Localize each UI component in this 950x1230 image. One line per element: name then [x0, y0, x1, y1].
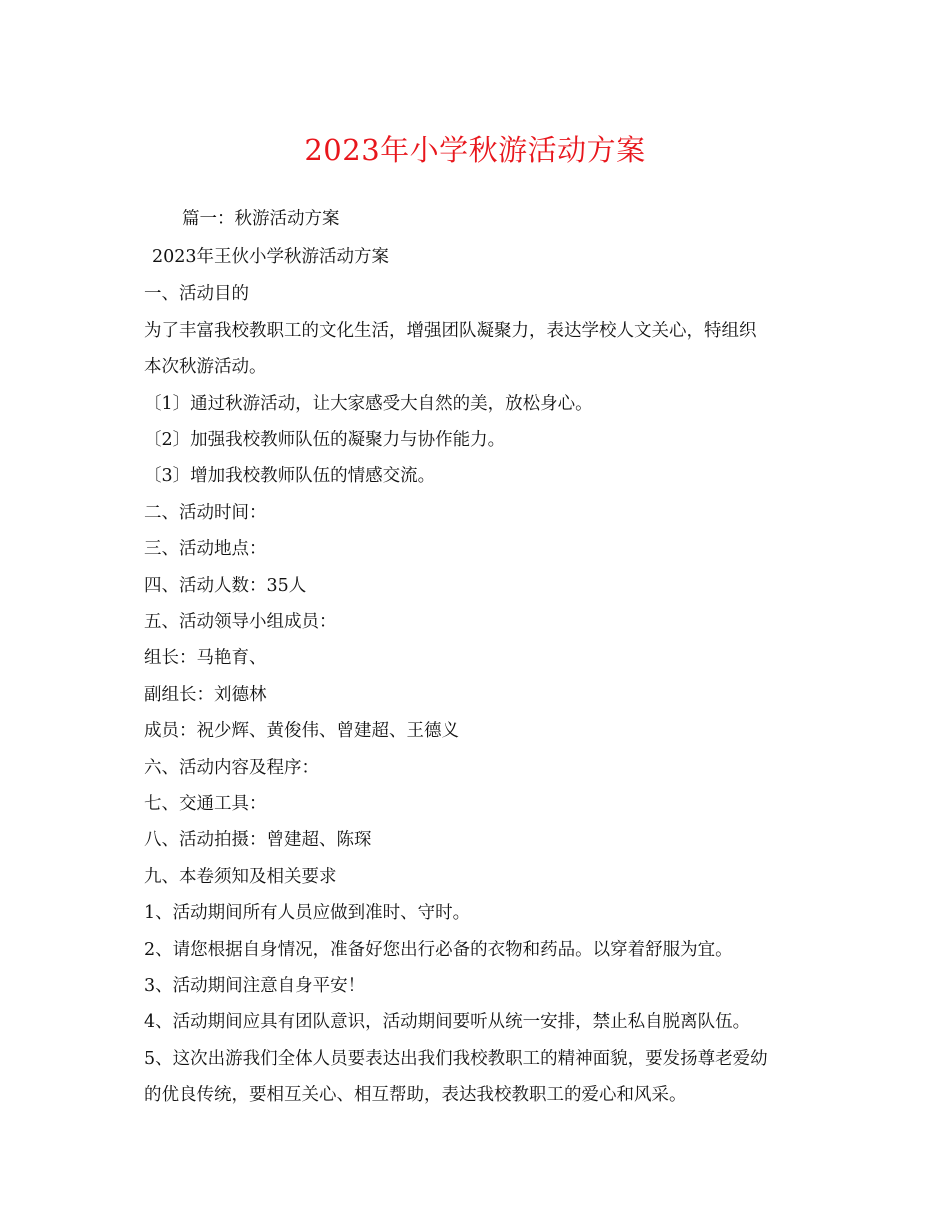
heading-purpose: 一、活动目的 [144, 284, 249, 304]
heading-transport: 七、交通工具： [144, 794, 267, 814]
list-item: 〔3〕增加我校教师队伍的情感交流。 [144, 466, 436, 486]
heading-content: 六、活动内容及程序： [144, 758, 319, 778]
list-item: 4、活动期间应具有团队意识，活动期间要听从统一安排，禁止私自脱离队伍。 [144, 1012, 751, 1032]
heading-requirements: 九、本卷须知及相关要求 [144, 867, 337, 887]
document-title: 2023年小学秋游活动方案 [304, 133, 646, 167]
list-item: 1、活动期间所有人员应做到准时、守时。 [144, 903, 471, 923]
list-item: 5、这次出游我们全体人员要表达出我们我校教职工的精神面貌，要发扬尊老爱幼 [144, 1049, 768, 1069]
section-heading: 篇一：秋游活动方案 [182, 209, 340, 229]
paragraph-line: 为了丰富我校教职工的文化生活，增强团队凝聚力，表达学校人文关心，特组织 [144, 321, 757, 341]
heading-photography: 八、活动拍摄：曾建超、陈琛 [144, 830, 372, 850]
subtitle: 2023年王伙小学秋游活动方案 [152, 247, 390, 267]
heading-location: 三、活动地点： [144, 539, 267, 559]
paragraph-line: 的优良传统，要相互关心、相互帮助，表达我校教职工的爱心和风采。 [144, 1085, 687, 1105]
heading-participants: 四、活动人数：35人 [144, 576, 307, 596]
members-line: 成员：祝少辉、黄俊伟、曾建超、王德义 [144, 721, 459, 741]
heading-leadership: 五、活动领导小组成员： [144, 612, 337, 632]
list-item: 3、活动期间注意自身平安！ [144, 976, 366, 996]
list-item: 〔2〕加强我校教师队伍的凝聚力与协作能力。 [144, 430, 506, 450]
list-item: 〔1〕通过秋游活动，让大家感受大自然的美，放松身心。 [144, 394, 593, 414]
list-item: 2、请您根据自身情况，准备好您出行必备的衣物和药品。以穿着舒服为宜。 [144, 940, 733, 960]
leader-line: 组长：马艳育、 [144, 648, 267, 668]
heading-time: 二、活动时间： [144, 503, 267, 523]
paragraph-line: 本次秋游活动。 [144, 357, 267, 377]
deputy-leader-line: 副组长：刘德林 [144, 685, 267, 705]
